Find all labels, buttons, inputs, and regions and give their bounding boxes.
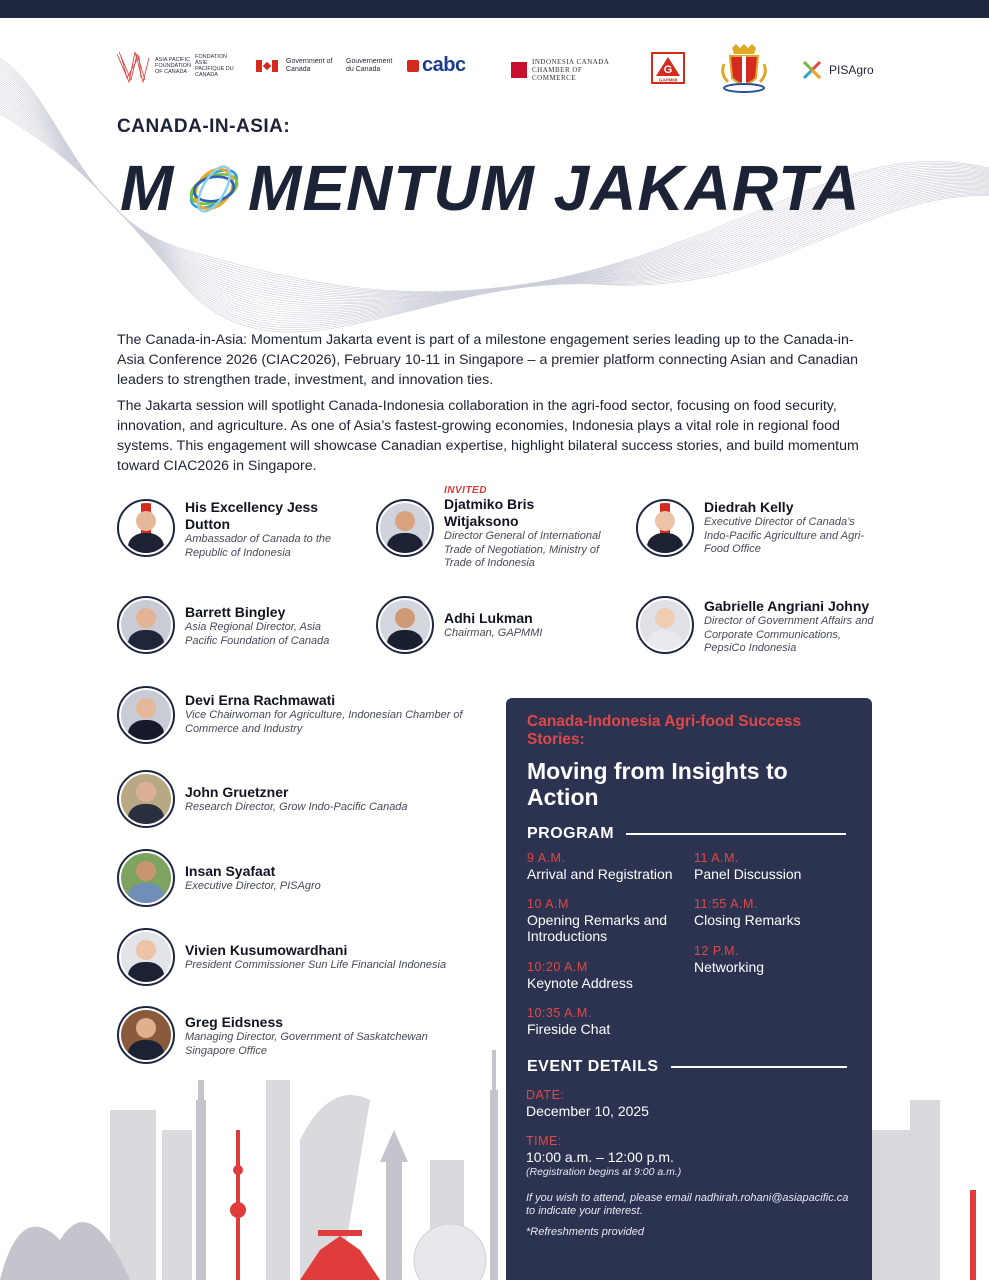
partner-logos [0,44,989,96]
speaker-photo [117,686,175,744]
program-heading [527,825,846,843]
speaker-card [117,499,357,560]
event-description [117,330,867,482]
speaker-name: Gabrielle Angriani Johny [704,598,870,614]
canada-flag-icon [256,60,278,72]
program-item [527,1006,687,1037]
program-item [694,851,854,882]
apf-wave-icon [115,48,151,84]
program-card-subtitle: Canada-Indonesia Agri-food Success Stories: [527,713,802,748]
program-item-label: Keynote Address [527,975,633,991]
description-paragraph-1: The Canada-in-Asia: Momentum Jakarta event is part of a milestone engagement series leading up to the Canada-in-Asia Conference 2026 (CIAC2026), February 10-11 in Singapore – a premier platform connecting Asian and Canadian leaders to strengthen trade, investment, and innovation ties. [117,332,859,388]
crest-icon [720,44,768,94]
speaker-name: Devi Erna Rachmawati [185,692,336,708]
speaker-role: Executive Director of Canada’s Indo-Pacific Agriculture and Agri-Food Office [704,516,864,555]
speaker-name: Insan Syafaat [185,863,276,879]
program-item [527,960,687,991]
speaker-card [117,849,497,907]
momentum-rings-icon [183,158,245,220]
program-card [506,698,872,1280]
speaker-name: Adhi Lukman [444,610,533,626]
program-item [527,897,687,944]
program-heading-rule [626,833,846,835]
speaker-role: President Commissioner Sun Life Financial Indonesia [185,959,447,971]
program-item-label: Panel Discussion [694,866,802,882]
description-paragraph-2: The Jakarta session will spotlight Canada-Indonesia collaboration in the agri-food sector, focusing on food security, innovation, and agriculture. As one of Asia’s fastest-growing economies, Indonesia plays a vital role in regional food systems. This engagement will showcase Canadian expertise, highlight bilateral success stories, and build momentum toward CIAC2026 in Singapore. [117,398,859,474]
speaker-photo [117,928,175,986]
title-rest: MENTUM JAKARTA [248,152,861,224]
program-card-title: Moving from Insights to Action [527,758,788,810]
speaker-card [376,596,626,654]
cabc-logo [407,54,466,77]
program-item-label: Arrival and Registration [527,866,673,882]
pisagro-name: PISAgro [829,63,874,77]
speaker-photo [117,770,175,828]
icc-name: INDONESIA CANADA CHAMBER OF COMMERCE [532,58,610,82]
speaker-photo [117,596,175,654]
program-item-time: 12 P.M. [694,944,739,958]
gapmmi-name: GAPMMI [658,77,678,83]
speaker-name: Diedrah Kelly [704,499,794,515]
cabc-name: cabc [422,54,466,76]
speaker-role: Vice Chairwoman for Agriculture, Indonesian Chamber of Commerce and Industry [185,709,463,735]
speaker-card [117,770,497,828]
invited-tag: INVITED [444,485,487,496]
speaker-role: Research Director, Grow Indo-Pacific Canada [185,801,408,813]
speaker-photo [636,596,694,654]
event-details-heading-rule [671,1066,847,1068]
speaker-name: Djatmiko Bris Witjaksono [444,496,535,529]
program-item-time: 10:20 A.M [527,960,588,974]
program-heading-label: PROGRAM [527,825,615,842]
program-item-time: 10 A.M [527,897,569,911]
speaker-name: His Excellency Jess Dutton [185,499,319,532]
svg-text:G: G [663,64,673,76]
program-item-time: 11:55 A.M. [694,897,758,911]
government-of-canada-logo [256,58,408,74]
program-item-time: 11 A.M. [694,851,739,865]
icc-logo [511,58,622,82]
event-details-heading [527,1058,847,1076]
event-time-value: 10:00 a.m. – 12:00 p.m. [526,1149,674,1165]
refreshments-note: *Refreshments provided [526,1226,645,1238]
event-title [120,148,890,228]
program-item [694,897,854,928]
speaker-card [117,928,497,986]
title-first-letter: M [120,152,175,224]
event-time-label: TIME: [526,1134,562,1148]
program-item [527,851,687,882]
top-bar [0,0,989,18]
program-item-time: 9 A.M. [527,851,566,865]
speaker-role: Chairman, GAPMMI [444,627,543,639]
icc-mark-icon [511,62,527,78]
program-item-label: Opening Remarks and Introductions [527,912,668,944]
pisagro-mark-icon [800,58,824,82]
rsvp-contact-note: If you wish to attend, please email nadhirah.rohani@asiapacific.ca to indicate your interest. [526,1192,849,1217]
speaker-name: Barrett Bingley [185,604,286,620]
apf-french-name: FONDATION ASIE PACIFIQUE DU CANADA [195,54,234,78]
speaker-role: Managing Director, Government of Saskatchewan Singapore Office [185,1031,428,1057]
apf-canada-logo [115,48,235,84]
program-item-label: Networking [694,959,765,975]
speaker-photo [636,499,694,557]
program-item-time: 10:35 A.M. [527,1006,592,1020]
apf-english-name: ASIA PACIFIC FOUNDATION OF CANADA [155,57,191,75]
event-kicker: CANADA-IN-ASIA: [117,116,291,137]
speaker-name: Vivien Kusumowardhani [185,942,348,958]
speaker-photo [117,499,175,557]
speaker-name: Greg Eidsness [185,1014,284,1030]
gapmmi-emblem-icon [651,52,685,84]
speaker-card [636,499,881,557]
program-item [694,944,854,975]
speaker-card [636,596,881,656]
gapmmi-logo [651,52,685,84]
gc-french-name: Gouvernement du Canada [346,58,393,73]
speaker-role: Ambassador of Canada to the Republic of Indonesia [185,533,332,559]
event-time-note: (Registration begins at 9:00 a.m.) [526,1166,682,1178]
gc-english-name: Government of Canada [286,58,333,73]
event-details-heading-label: EVENT DETAILS [527,1058,659,1075]
speaker-card [117,686,497,744]
speaker-role: Director of Government Affairs and Corporate Communications, PepsiCo Indonesia [704,615,874,654]
speaker-photo [376,499,434,557]
chamber-crest-logo [720,44,768,94]
program-item-label: Fireside Chat [527,1021,611,1037]
speaker-role: Director General of International Trade of Negotiation, Ministry of Trade of Indonesia [444,530,601,569]
speaker-role: Asia Regional Director, Asia Pacific Foundation of Canada [185,621,330,647]
speaker-card [117,596,357,654]
speaker-name: John Gruetzner [185,784,289,800]
speaker-photo [117,849,175,907]
event-date-value: December 10, 2025 [526,1103,649,1119]
event-date-label: DATE: [526,1088,565,1102]
cabc-mark-icon [407,60,419,72]
program-item-label: Closing Remarks [694,912,801,928]
speaker-photo [376,596,434,654]
speaker-card [376,485,626,571]
speaker-role: Executive Director, PISAgro [185,880,321,892]
event-time [526,1134,681,1179]
event-date [526,1088,649,1120]
pisagro-logo [800,58,874,82]
